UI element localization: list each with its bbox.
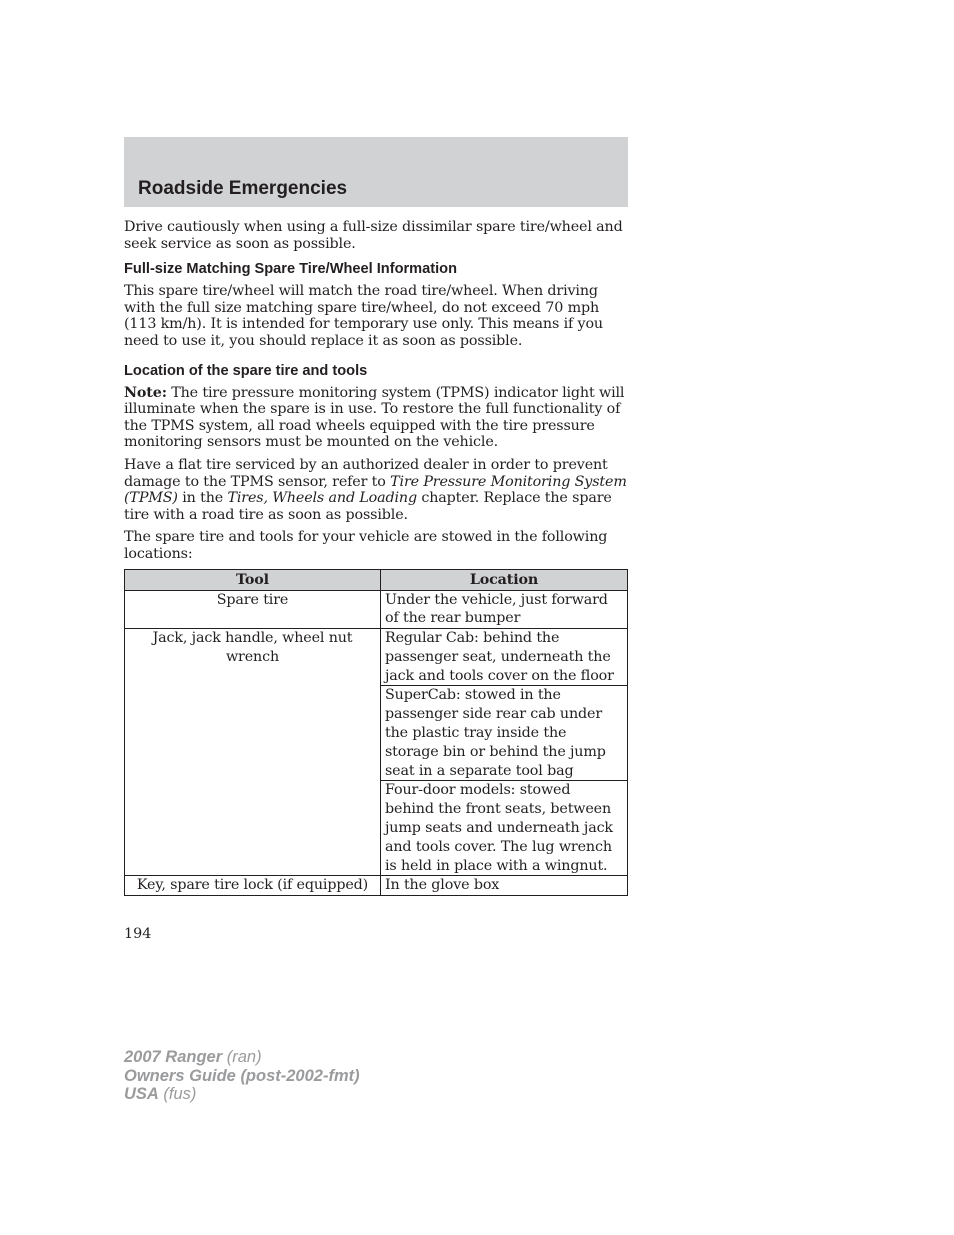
document-footer (124, 1048, 360, 1104)
footer-market-name: USA (124, 1085, 159, 1103)
flat-tire-text-a: Have a flat tire serviced by an authorized dealer in order to prevent damage to the TPMS sensor, refer to (124, 456, 608, 490)
section-heading-matching-spare: Full-size Matching Spare Tire/Wheel Information (124, 261, 457, 278)
footer-line-guide: Owners Guide (post-2002-fmt) (124, 1066, 360, 1085)
location-cell: Four-door models: stowed behind the front seats, between jump seats and underneath jack and tools cover. The lug wrench is held in place with a wingnut. (381, 781, 628, 876)
tires-chapter-reference: Tires, Wheels and Loading (227, 490, 417, 507)
footer-model-code: (ran) (222, 1048, 262, 1066)
column-header-tool: Tool (125, 569, 381, 590)
note-text: The tire pressure monitoring system (TPMS) indicator light will illuminate when the spare is in use. To restore the full functionality of the TPMS system, all road wheels equipped with the tire pressure monitoring sensors must be mounted on the vehicle. (124, 384, 625, 451)
table-row (125, 590, 628, 629)
footer-market-code: (fus) (158, 1085, 197, 1103)
column-header-location: Location (381, 569, 628, 590)
matching-spare-paragraph: This spare tire/wheel will match the road tire/wheel. When driving with the full size matching spare tire/wheel, do not exceed 70 mph (113 km/h). It is intended for temporary use only. This means if you need to use it, you should replace it as soon as possible. (124, 283, 603, 349)
flat-tire-text-b: in the (177, 490, 228, 507)
flat-tire-paragraph (124, 457, 628, 523)
tool-cell: Jack, jack handle, wheel nut wrench (125, 629, 381, 876)
stowage-intro-paragraph: The spare tire and tools for your vehicle are stowed in the following locations: (124, 529, 608, 562)
tool-cell: Spare tire (125, 590, 381, 629)
footer-line-model (124, 1048, 360, 1067)
location-cell: Under the vehicle, just forward of the rear bumper (381, 590, 628, 629)
tpms-chapter-reference: Tire Pressure Monitoring System (TPMS) (124, 473, 627, 507)
footer-model-name: 2007 Ranger (124, 1048, 223, 1066)
page-title: Roadside Emergencies (138, 178, 348, 199)
note-label: Note: (124, 384, 167, 401)
table-row (125, 876, 628, 896)
page-number: 194 (124, 926, 152, 942)
location-cell: SuperCab: stowed in the passenger side rear cab under the plastic tray inside the storage bin or behind the jump seat in a separate tool bag (381, 686, 628, 781)
page-content (124, 219, 628, 896)
tpms-note-paragraph (124, 385, 628, 451)
location-cell: Regular Cab: behind the passenger seat, underneath the jack and tools cover on the floor (381, 629, 628, 686)
flat-tire-text-c: chapter. Replace the spare tire with a road tire as soon as possible. (124, 490, 612, 523)
table-row (125, 629, 628, 686)
section-heading-spare-location: Location of the spare tire and tools (124, 362, 368, 379)
table-header-row (125, 569, 628, 590)
location-cell: In the glove box (381, 876, 628, 896)
footer-line-market (124, 1085, 360, 1104)
tool-cell: Key, spare tire lock (if equipped) (125, 876, 381, 896)
spare-tire-tools-table (124, 569, 628, 897)
intro-paragraph: Drive cautiously when using a full-size dissimilar spare tire/wheel and seek service as soon as possible. (124, 219, 623, 252)
section-header-band (124, 137, 628, 207)
